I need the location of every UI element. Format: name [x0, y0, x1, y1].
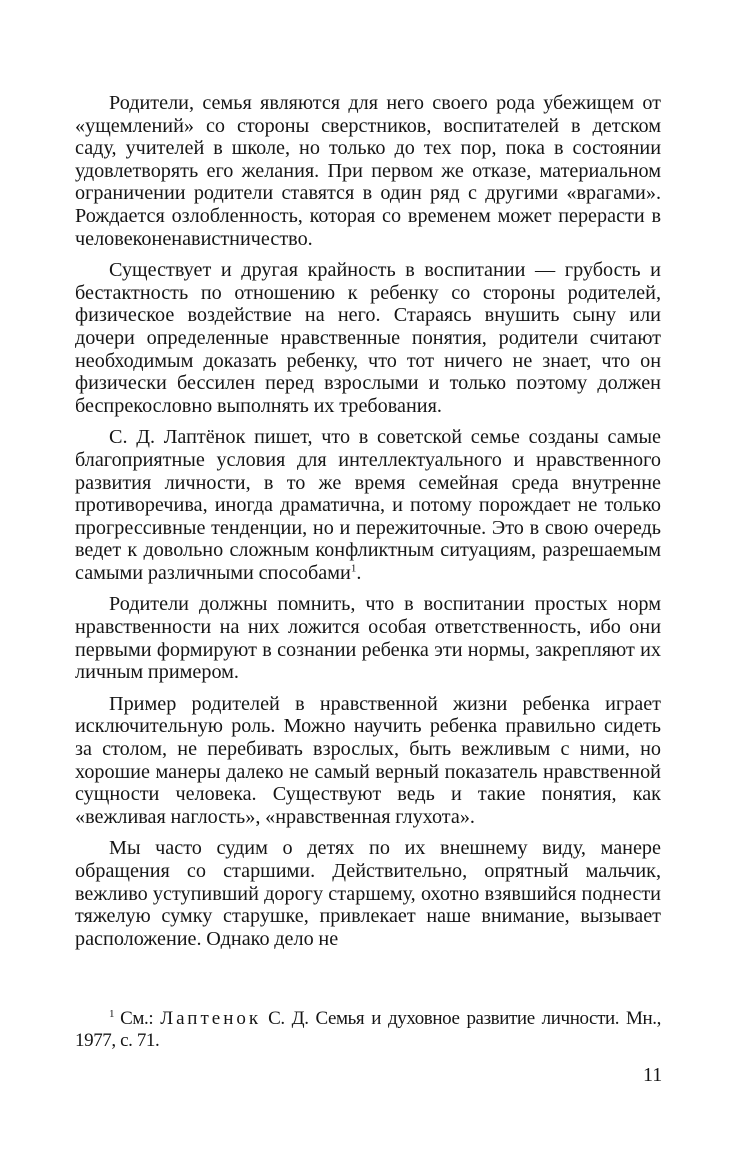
paragraph-1: Родители, семья являются для него своего рода убежищем от «ущемлений» со стороны сверстников, воспитателей в детском саду, учителей в школе, но только до тех пор, пока в состоянии удовлетворять его желания. При первом же отказе, материальном ограничении родители ставятся в один ряд с другими «врагами». Рождается озлобленность, которая со временем может перерасти в человеконенавистничество.: [75, 92, 661, 250]
paragraph-3-text: С. Д. Лаптёнок пишет, что в советской семье созданы самые благоприятные условия для интеллектуального и нравственного развития личности, в то же время семейная среда внутренне противоречива, иногда драматична, и потому порождает не только прогрессивные тенденции, но и пережиточные. Это в свою очередь ведет к довольно сложным конфликтным ситуациям, разрешаемым самыми различными способами: [75, 426, 661, 584]
paragraph-3-end: .: [356, 561, 362, 584]
footnote: [75, 1008, 661, 1052]
footnote-prefix: См.:: [120, 1008, 154, 1029]
footnote-reference[interactable]: 1: [350, 562, 357, 575]
paragraph-2: Существует и другая крайность в воспитании — грубость и бестактность по отношению к ребенку со стороны родителей, физическое воздействие на него. Стараясь внушить сыну или дочери определенные нравственные понятия, родители считают необходимым доказать ребенку, что тот ничего не знает, что он физически бессилен перед взрослыми и только поэтому должен беспрекословно выполнять их требования.: [75, 259, 661, 417]
paragraph-5: Пример родителей в нравственной жизни ребенка играет исключительную роль. Можно научить ребенка правильно сидеть за столом, не перебивать взрослых, быть вежливым с ними, но хорошие манеры далеко не самый верный показатель нравственной сущности человека. Существуют ведь и такие понятия, как «вежливая наглость», «нравственная глухота».: [75, 692, 661, 828]
paragraph-4: Родители должны помнить, что в воспитании простых норм нравственности на них ложится особая ответственность, ибо они первыми формируют в сознании ребенка эти нормы, закрепляют их личным примером.: [75, 593, 661, 684]
footnote-author: Лаптенок: [160, 1008, 262, 1029]
paragraph-6: Мы часто судим о детях по их внешнему виду, манере обращения со старшими. Действительно, опрятный мальчик, вежливо уступивший дорогу старшему, охотно взявшийся поднести тяжелую сумку старушке, привлекает наше внимание, вызывает расположение. Однако дело не: [75, 837, 661, 950]
page-number: 11: [643, 1064, 663, 1086]
paragraph-3: [75, 426, 661, 584]
footnote-text: С. Д. Семья и духовное развитие личности. Мн., 1977, с. 71.: [75, 1008, 662, 1051]
page-body: [75, 92, 661, 959]
footnote-mark: 1: [109, 1007, 115, 1020]
